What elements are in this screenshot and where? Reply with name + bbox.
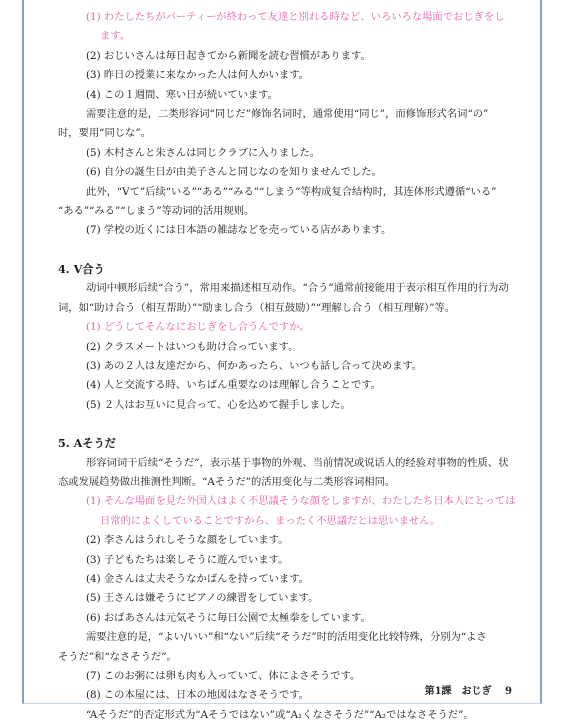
footer-lesson-title: 第1課 おじぎ [424, 686, 492, 697]
text-line: 形容词词干后续“そうだ”，表示基于事物的外观、当前情况或说话人的经验对事物的性质、状 [86, 456, 509, 469]
text-line: (6) 自分の誕生日が由美子さんと同じなのを知りませんでした。 [86, 166, 382, 179]
text-line: (5) 木村さんと朱さんは同じクラブに入りました。 [86, 146, 321, 159]
page-body [58, 8, 520, 725]
text-line: “Aそうだ”的否定形式为“Aそうではない”或“A₁くなさそうだ”“A₂ではなさそうだ”。 [86, 708, 474, 721]
text-line: (5) 王さんは嫌そうにピアノの練習をしています。 [86, 592, 319, 605]
text-line: (1) わたしたちがパーティーが終わって友達と別れる時など、いろいろな場面でおじぎをし [86, 11, 505, 23]
text-line: 此外，“Vて”后续“いる”“ある”“みる”“しまう”等构成复合结构时，其连体形式遵循“いる” [86, 185, 497, 198]
spacer [58, 241, 520, 260]
text-line: 态或发展趋势做出推测性判断。“Aそうだ”的活用变化与二类形容词相同。 [58, 475, 396, 488]
text-line: (7) このお粥には卵も肉も入っていて、体によさそうです。 [86, 670, 361, 682]
text-line: 需要注意的是，二类形容词“同じだ”修饰名词时，通常使用“同じ”，而修饰形式名词“の” [86, 108, 489, 121]
text-line: ます。 [100, 30, 131, 43]
text-line: (1) そんな場面を見た外国人はよく不思議そうな顔をしますが、わたしたち日本人にとっては [86, 495, 516, 508]
section-heading: 4. V合う [58, 261, 105, 276]
page-footer [415, 682, 512, 697]
text-line: “ある”“みる”“しまう”等动词的活用规则。 [58, 205, 255, 218]
section-heading: 5. Aそうだ [58, 436, 116, 451]
text-line: 时，要用“同じな”。 [58, 127, 151, 140]
text-line: (6) おばあさんは元気そうに毎日公園で太極拳をしています。 [86, 611, 371, 624]
text-line: (2) 李さんはうれしそうな顔をしています。 [86, 534, 289, 547]
spacer [58, 415, 520, 434]
text-line: 需要注意的是，“よい/いい”和“ない”后续“そうだ”时的活用变化比较特殊，分别为“よさ [86, 631, 487, 644]
footer-page-number: 9 [505, 686, 512, 697]
text-line: 日常的によくしていることですから、まったく不思議だとは思いません。 [100, 514, 441, 527]
text-line: そうだ”和“なさそうだ”。 [58, 650, 177, 663]
text-line: (4) この１週間、寒い日が続いています。 [86, 88, 279, 101]
text-line: (2) クラスメートはいつも助け合っています。 [86, 340, 299, 353]
text-line: (4) 金さんは丈夫そうなかばんを持っています。 [86, 572, 309, 585]
text-line: (7) 学校の近くには日本語の雑誌などを売っている店があります。 [86, 224, 392, 237]
text-line: 词，如“助け合う（相互帮助）”“励まし合う（相互鼓励）”“理解し合う（相互理解）”等。 [58, 301, 456, 314]
text-line: (5) ２人はお互いに見合って、心を込めて握手しました。 [86, 398, 351, 411]
text-line: (2) おじいさんは毎日起きてから新聞を読む習慣があります。 [86, 49, 371, 62]
text-line: (3) 昨日の授業に来なかった人は何人かいます。 [86, 69, 309, 82]
text-line: (8) この本屋には、日本の地図はなさそうです。 [86, 689, 309, 702]
text-line: (1) どうしてそんなにおじぎをし合うんですか。 [86, 321, 310, 334]
text-line: 动词中顿形后续“合う”，常用来描述相互动作。“合う”通常前接能用于表示相互作用的行为动 [86, 282, 509, 295]
text-line: (3) 子どもたちは楽しそうに遊んでいます。 [86, 553, 289, 566]
text-line: (3) あの２人は友達だから、何かあったら、いつも話し合って決めます。 [86, 359, 423, 372]
text-line: (4) 人と交流する時、いちばん重要なのは理解し合うことです。 [86, 379, 382, 392]
